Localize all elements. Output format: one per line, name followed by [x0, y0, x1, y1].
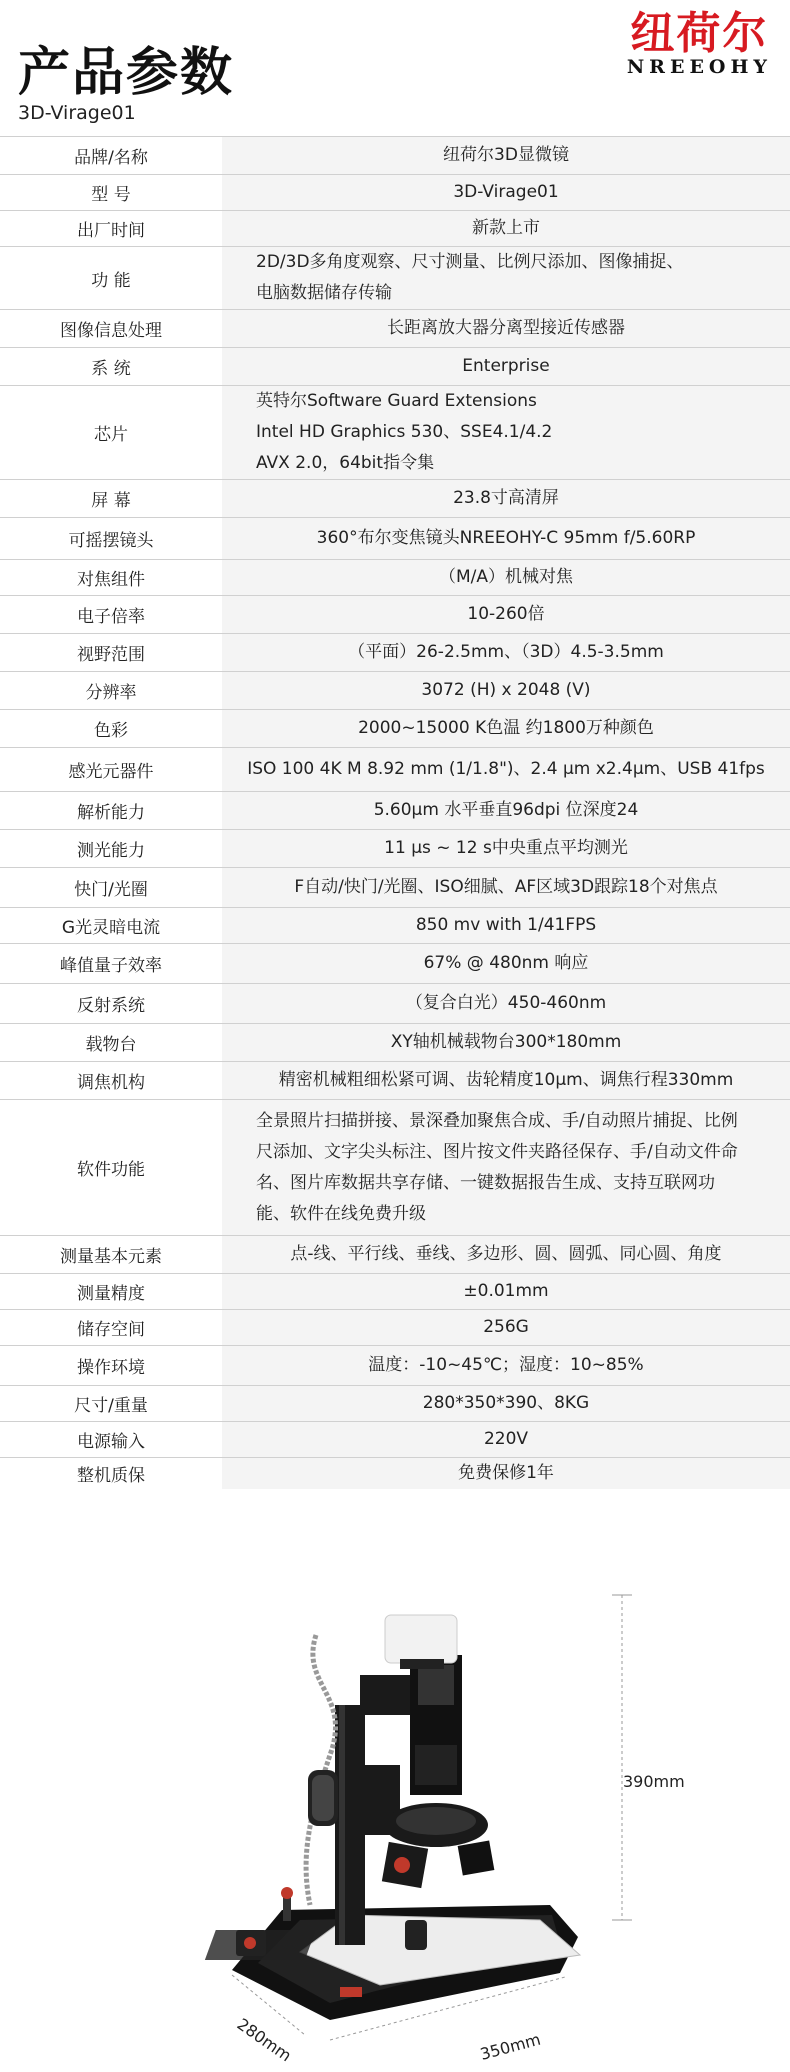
spec-row [0, 137, 790, 175]
spec-value [222, 560, 790, 596]
spec-value [222, 348, 790, 386]
spec-value-line: 长距离放大器分离型接近传感器 [387, 318, 625, 338]
spec-label: 峰值量子效率 [0, 944, 222, 984]
spec-value-line: 全景照片扫描拼接、景深叠加聚焦合成、手/自动照片捕捉、比例 [256, 1110, 738, 1131]
spec-value-line: 256G [483, 1317, 529, 1337]
spec-value-line: ISO 100 4K M 8.92 mm (1/1.8")、2.4 μm x2.4μm、USB 41fps [247, 759, 765, 779]
spec-value-line: 纽荷尔3D显微镜 [443, 145, 569, 165]
spec-value-line: 精密机械粗细松紧可调、齿轮精度10μm、调焦行程330mm [278, 1070, 734, 1090]
spec-label: 对焦组件 [0, 560, 222, 596]
spec-value-line: 280*350*390、8KG [422, 1393, 590, 1413]
spec-label: 解析能力 [0, 792, 222, 830]
spec-label: 电子倍率 [0, 596, 222, 634]
spec-label: 操作环境 [0, 1346, 222, 1386]
spec-value-line: Enterprise [462, 356, 550, 376]
spec-row [0, 310, 790, 348]
spec-value [222, 1346, 790, 1386]
spec-value-line: 温度：-10~45℃；湿度：10~85% [368, 1355, 644, 1375]
spec-value [222, 386, 790, 480]
spec-value [222, 984, 790, 1024]
model-subtitle: 3D-Virage01 [18, 102, 136, 124]
spec-row [0, 1346, 790, 1386]
spec-row [0, 672, 790, 710]
spec-value-line: 5.60μm 水平垂直96dpi 位深度24 [373, 800, 639, 820]
spec-value [222, 1386, 790, 1422]
spec-value-line: 850 mv with 1/41FPS [415, 915, 597, 935]
spec-value [222, 175, 790, 211]
spec-label: 储存空间 [0, 1310, 222, 1346]
spec-label: 色彩 [0, 710, 222, 748]
spec-value-line: 3D-Virage01 [453, 182, 559, 202]
spec-value-line: （复合白光）450-460nm [405, 993, 607, 1013]
spec-row [0, 710, 790, 748]
spec-value [222, 1274, 790, 1310]
spec-row [0, 1310, 790, 1346]
spec-label: 快门/光圈 [0, 868, 222, 908]
indicator-light [340, 1987, 362, 1997]
spec-row [0, 175, 790, 211]
spec-value-line: 11 μs ~ 12 s中央重点平均测光 [384, 838, 628, 858]
spec-row [0, 1458, 790, 1490]
camera [385, 1615, 457, 1663]
spec-row [0, 1236, 790, 1274]
spec-value [222, 1458, 790, 1490]
spec-value [222, 247, 790, 310]
spec-value-line: F自动/快门/光圈、ISO细腻、AF区域3D跟踪18个对焦点 [294, 877, 718, 897]
spec-table [0, 136, 790, 1489]
spec-value [222, 868, 790, 908]
spec-value [222, 944, 790, 984]
spec-label: 电源输入 [0, 1422, 222, 1458]
spec-label: 芯片 [0, 386, 222, 480]
spec-value-line: 220V [483, 1429, 529, 1449]
page-title: 产品参数 [18, 43, 235, 103]
spec-row [0, 634, 790, 672]
spec-row [0, 908, 790, 944]
depth-label: 280mm [233, 2014, 296, 2066]
spec-value-line: ±0.01mm [463, 1281, 549, 1301]
spec-row [0, 1062, 790, 1100]
spec-value [222, 908, 790, 944]
spec-value [222, 596, 790, 634]
page-header [0, 0, 790, 130]
spec-row [0, 748, 790, 792]
spec-value-line: 360°布尔变焦镜头NREEOHY-C 95mm f/5.60RP [316, 528, 696, 548]
brand-logo [627, 10, 772, 78]
spec-row [0, 480, 790, 518]
spec-row [0, 348, 790, 386]
spec-row [0, 1386, 790, 1422]
spec-value-line: 免费保修1年 [458, 1463, 554, 1483]
spec-value [222, 710, 790, 748]
spec-value [222, 1024, 790, 1062]
spec-value-line: 新款上市 [472, 218, 540, 238]
spec-label: 整机质保 [77, 1466, 145, 1486]
spec-value-line: 2000~15000 K色温 约1800万种颜色 [358, 718, 654, 738]
spec-value [222, 137, 790, 175]
spec-row [0, 1100, 790, 1236]
spec-value-line: 名、图片库数据共享存储、一键数据报告生成、支持互联网功 [256, 1172, 715, 1193]
spec-label: 分辨率 [0, 672, 222, 710]
spec-value-line: 英特尔Software Guard Extensions [256, 391, 537, 411]
spec-label: 功 能 [0, 247, 222, 310]
spec-row [0, 518, 790, 560]
spec-value-line: 点-线、平行线、垂线、多边形、圆、圆弧、同心圆、角度 [290, 1244, 722, 1264]
spec-value [222, 1310, 790, 1346]
spec-value-line: 2D/3D多角度观察、尺寸测量、比例尺添加、图像捕捉、 [256, 252, 684, 272]
spec-label: 调焦机构 [0, 1062, 222, 1100]
spec-label: 感光元器件 [0, 748, 222, 792]
spec-row [0, 1024, 790, 1062]
spec-value-line: （平面）26-2.5mm、（3D）4.5-3.5mm [348, 642, 664, 662]
spec-value-line: 10-260倍 [467, 604, 545, 624]
spec-label: 测量精度 [0, 1274, 222, 1310]
spec-row [0, 560, 790, 596]
spec-label: 出厂时间 [0, 211, 222, 247]
spec-row [0, 247, 790, 310]
spec-value [222, 211, 790, 247]
spec-value-line: AVX 2.0，64bit指令集 [256, 453, 435, 473]
spec-label: G光灵暗电流 [0, 908, 222, 944]
spec-value [222, 310, 790, 348]
spec-value [222, 518, 790, 560]
spec-value-line: XY轴机械载物台300*180mm [390, 1032, 622, 1052]
spec-value [222, 830, 790, 868]
height-label: 390mm [623, 1772, 685, 1791]
spec-value-line: 23.8寸高清屏 [453, 488, 559, 508]
spec-label: 品牌/名称 [0, 137, 222, 175]
spec-row [0, 1422, 790, 1458]
spec-row [0, 944, 790, 984]
spec-row [0, 1274, 790, 1310]
spec-label: 图像信息处理 [0, 310, 222, 348]
spec-label: 载物台 [0, 1024, 222, 1062]
spec-label: 尺寸/重量 [0, 1386, 222, 1422]
spec-row [0, 984, 790, 1024]
spec-value-line: Intel HD Graphics 530、SSE4.1/4.2 [256, 422, 553, 442]
spec-value [222, 1236, 790, 1274]
spec-value-line: 电脑数据储存传输 [256, 283, 392, 303]
spec-value [222, 1100, 790, 1236]
spec-value [222, 480, 790, 518]
spec-value [222, 748, 790, 792]
height-dimension [612, 1595, 685, 1920]
spec-row [0, 211, 790, 247]
sample [405, 1920, 427, 1950]
spec-value-line: （M/A）机械对焦 [438, 567, 574, 587]
spec-value-line: 3072 (H) x 2048 (V) [421, 680, 591, 700]
spec-label: 型 号 [0, 175, 222, 211]
spec-value [222, 1422, 790, 1458]
spec-label: 测量基本元素 [0, 1236, 222, 1274]
spec-value-line: 67% @ 480nm 响应 [423, 953, 589, 973]
spec-label: 软件功能 [0, 1100, 222, 1236]
spec-value-line: 尺添加、文字尖头标注、图片按文件夹路径保存、手/自动文件命 [256, 1141, 738, 1162]
spec-value [222, 634, 790, 672]
spec-row [0, 596, 790, 634]
spec-row [0, 792, 790, 830]
spec-label: 可摇摆镜头 [0, 518, 222, 560]
spec-label: 测光能力 [0, 830, 222, 868]
spec-value [222, 1062, 790, 1100]
spec-value-line: 能、软件在线免费升级 [256, 1203, 426, 1224]
width-label: 350mm [478, 2029, 543, 2064]
spec-label: 视野范围 [0, 634, 222, 672]
spec-value [222, 792, 790, 830]
spec-label: 屏 幕 [0, 480, 222, 518]
spec-row [0, 868, 790, 908]
spec-row [0, 830, 790, 868]
spec-value [222, 672, 790, 710]
spec-row [0, 386, 790, 480]
brand-name-cn: 纽荷尔 [630, 8, 769, 59]
spec-label: 系 统 [0, 348, 222, 386]
brand-name-en: NREEOHY [626, 56, 772, 79]
product-image [0, 1575, 790, 2072]
spec-label: 反射系统 [0, 984, 222, 1024]
